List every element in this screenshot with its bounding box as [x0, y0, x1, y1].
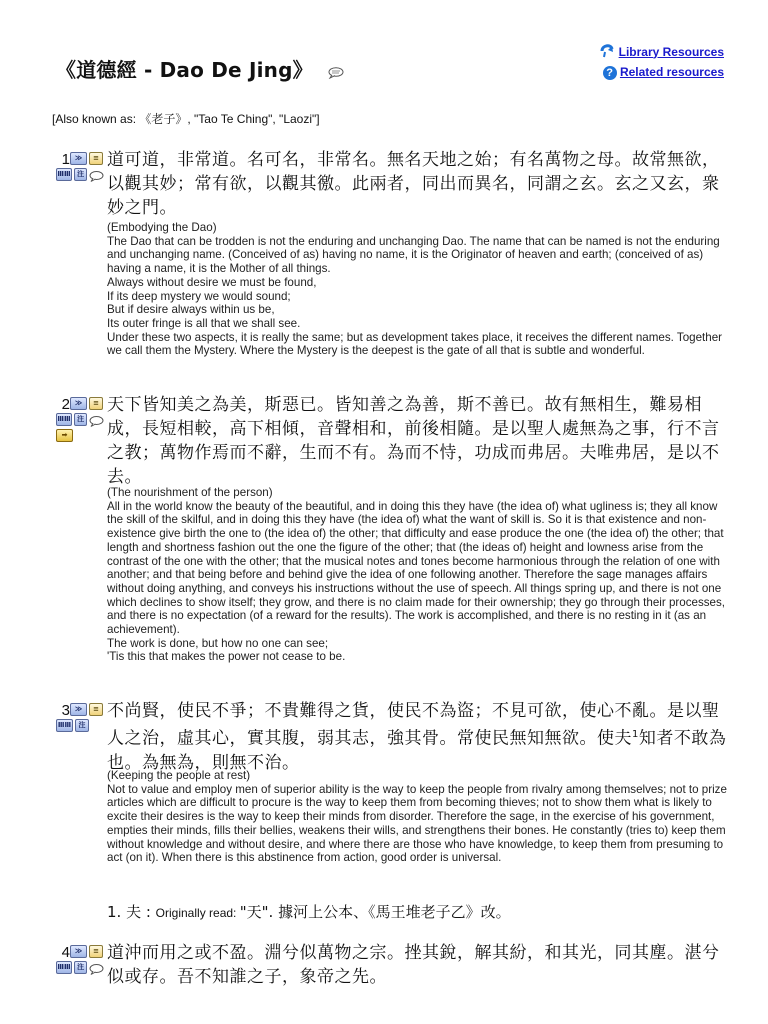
passage-tools	[56, 397, 104, 445]
list-icon[interactable]: ≡	[89, 152, 103, 165]
footnote-marker[interactable]: 1	[632, 729, 639, 740]
translation-line: But if desire always within us be,	[107, 303, 275, 317]
translation-heading: (Keeping the people at rest)	[107, 769, 251, 782]
resource-links	[599, 42, 724, 87]
also-known-as: [Also known as: 《老子》, "Tao Te Ching", "Laozi"]	[52, 112, 320, 126]
chinese-text: 道沖而用之或不盈。淵兮似萬物之宗。挫其銳，解其紛，和其光，同其塵。湛兮似或存。吾不知誰之子，象帝之先。	[107, 943, 720, 987]
passage-tools	[56, 703, 104, 735]
footnote-label: 1. 夫 :	[107, 903, 156, 921]
library-resources-row	[599, 42, 724, 61]
passage-number: 3	[61, 702, 70, 719]
parallel-passage-icon[interactable]: ≫	[70, 703, 87, 716]
related-resources-link[interactable]: Related resources	[619, 65, 724, 79]
notes-icon[interactable]: 注	[74, 413, 87, 426]
arrow-right-icon[interactable]: ➡	[56, 429, 73, 442]
translation-line: If its deep mystery we would sound;	[107, 289, 291, 303]
library-resources-link[interactable]: Library Resources	[618, 44, 724, 59]
passage-tools	[56, 152, 104, 184]
list-icon[interactable]: ≡	[89, 945, 103, 958]
passage-number: 1	[61, 151, 70, 168]
page-title	[56, 54, 344, 84]
passage-number: 4	[61, 944, 70, 961]
help-icon[interactable]: ?	[603, 66, 617, 80]
title-text: 《道德經 - Dao De Jing》	[56, 58, 313, 82]
chinese-text-part: 知者不敢為也。為無為，則無不治。	[107, 728, 727, 773]
translation-heading: (The nourishment of the person)	[107, 486, 273, 499]
translation-line: The Dao that can be trodden is not the enduring and unchanging Dao. The name that can be named is not the enduring and unchanging name. (Conceived of as) having no name, it is the Originator of heaven and earth; (conceived of as) having a name, it is the Mother of all things.	[107, 234, 720, 276]
chinese-text-part: 不尚賢，使民不爭；不貴難得之貨，使民不為盜；不見可欲，使心不亂。是以聖人之治，虛其心，實其腹，弱其志，強其骨。常使民無知無欲。使夫	[107, 701, 720, 749]
notes-icon[interactable]: 注	[75, 719, 89, 732]
dictionary-icon[interactable]: ⅢⅢ	[56, 719, 73, 732]
chinese-text	[107, 699, 727, 775]
english-translation	[107, 221, 732, 358]
translation-line: All in the world know the beauty of the beautiful, and in doing this they have (the idea of) what ugliness is; they all know the skill of the skilful, and in doing this they have (the idea of) what the want of skill is. So it is that existence and non-existence give birth the one to (the idea of) the other; that difficulty and ease produce the one (the idea of) the other; that length and shortness fashion out the one the figure of the other; that (the ideas of) height and lowness arise from the contrast of the one with the other; that the musical notes and tones become harmonious through the relation of one with another; and that being before and behind give the idea of one following another. Therefore the sage manages affairs without doing anything, and conveys his instructions without the use of speech. All things spring up, and there is not one which declines to show itself; they grow, and there is no claim made for their ownership; they go through their processes, and there is no expectation (of a reward for the results). The work is accomplished, and there is no resting in it (as an achievement).	[107, 499, 726, 637]
chinese-text: 道可道，非常道。名可名，非常名。無名天地之始；有名萬物之母。故常無欲，以觀其妙；常有欲，以觀其徼。此兩者，同出而異名，同謂之玄。玄之又玄，衆妙之門。	[107, 150, 720, 218]
passage-number: 2	[61, 396, 70, 413]
parallel-passage-icon[interactable]: ≫	[70, 397, 87, 410]
translation-line: 'Tis this that makes the power not cease to be.	[107, 650, 346, 664]
english-translation	[107, 769, 732, 865]
translation-line: Always without desire we must be found,	[107, 275, 317, 289]
speech-bubble-icon[interactable]	[89, 414, 104, 425]
dictionary-icon[interactable]: ⅢⅢ	[56, 168, 72, 181]
translation-line: Its outer fringe is all that we shall see.	[107, 316, 301, 330]
dictionary-icon[interactable]: ⅢⅢ	[56, 961, 72, 974]
notes-icon[interactable]: 注	[74, 961, 87, 974]
speech-bubble-icon[interactable]	[89, 169, 104, 180]
header	[0, 0, 768, 130]
translation-line: Not to value and employ men of superior ability is the way to keep the people from rivalry among themselves; not to prize articles which are difficult to procure is the way to keep them from becoming thieves; not to show them what is likely to excite their desires is the way to keep their minds from disorder. Therefore the sage, in the exercise of his government, empties their minds, fills their bellies, weakens their wills, and strengthens their bones. He constantly (tries to) keep them without knowledge and without desire, and where there are those who have knowledge, to keep them from presuming to act (on it). When there is this abstinence from action, good order is universal.	[107, 782, 727, 865]
english-translation	[107, 486, 732, 664]
footnote-note: Originally read:	[155, 906, 240, 920]
translation-line: The work is done, but how no one can see;	[107, 636, 329, 650]
notes-icon[interactable]: 注	[74, 168, 87, 181]
dictionary-icon[interactable]: ⅢⅢ	[56, 413, 72, 426]
passage-tools	[56, 945, 104, 977]
chinese-text: 天下皆知美之為美，斯惡已。皆知善之為善，斯不善已。故有無相生，難易相成，長短相較，高下相傾，音聲相和，前後相隨。是以聖人處無為之事，行不言之教；萬物作焉而不辭，生而不有。為而不恃，功成而弗居。夫唯弗居，是以不去。	[107, 395, 720, 487]
speech-bubble-icon[interactable]	[89, 962, 104, 973]
translation-heading: (Embodying the Dao)	[107, 221, 217, 234]
speech-bubble-icon[interactable]	[328, 60, 344, 84]
parallel-passage-icon[interactable]: ≫	[70, 945, 87, 958]
translation-line: Under these two aspects, it is really the same; but as development takes place, it receives the different names. Together we call them the Mystery. Where the Mystery is the deepest is the gate of all that is subtle and wonderful.	[107, 330, 723, 358]
footnote-source: 據河上公本、《馬王堆老子乙》改。	[278, 903, 511, 921]
list-icon[interactable]: ≡	[89, 703, 103, 716]
list-icon[interactable]: ≡	[89, 397, 103, 410]
parallel-passage-icon[interactable]: ≫	[70, 152, 87, 165]
footnote-quoted: "天".	[239, 903, 279, 921]
footnote-1	[107, 901, 511, 922]
library-resources-icon[interactable]	[599, 42, 615, 61]
